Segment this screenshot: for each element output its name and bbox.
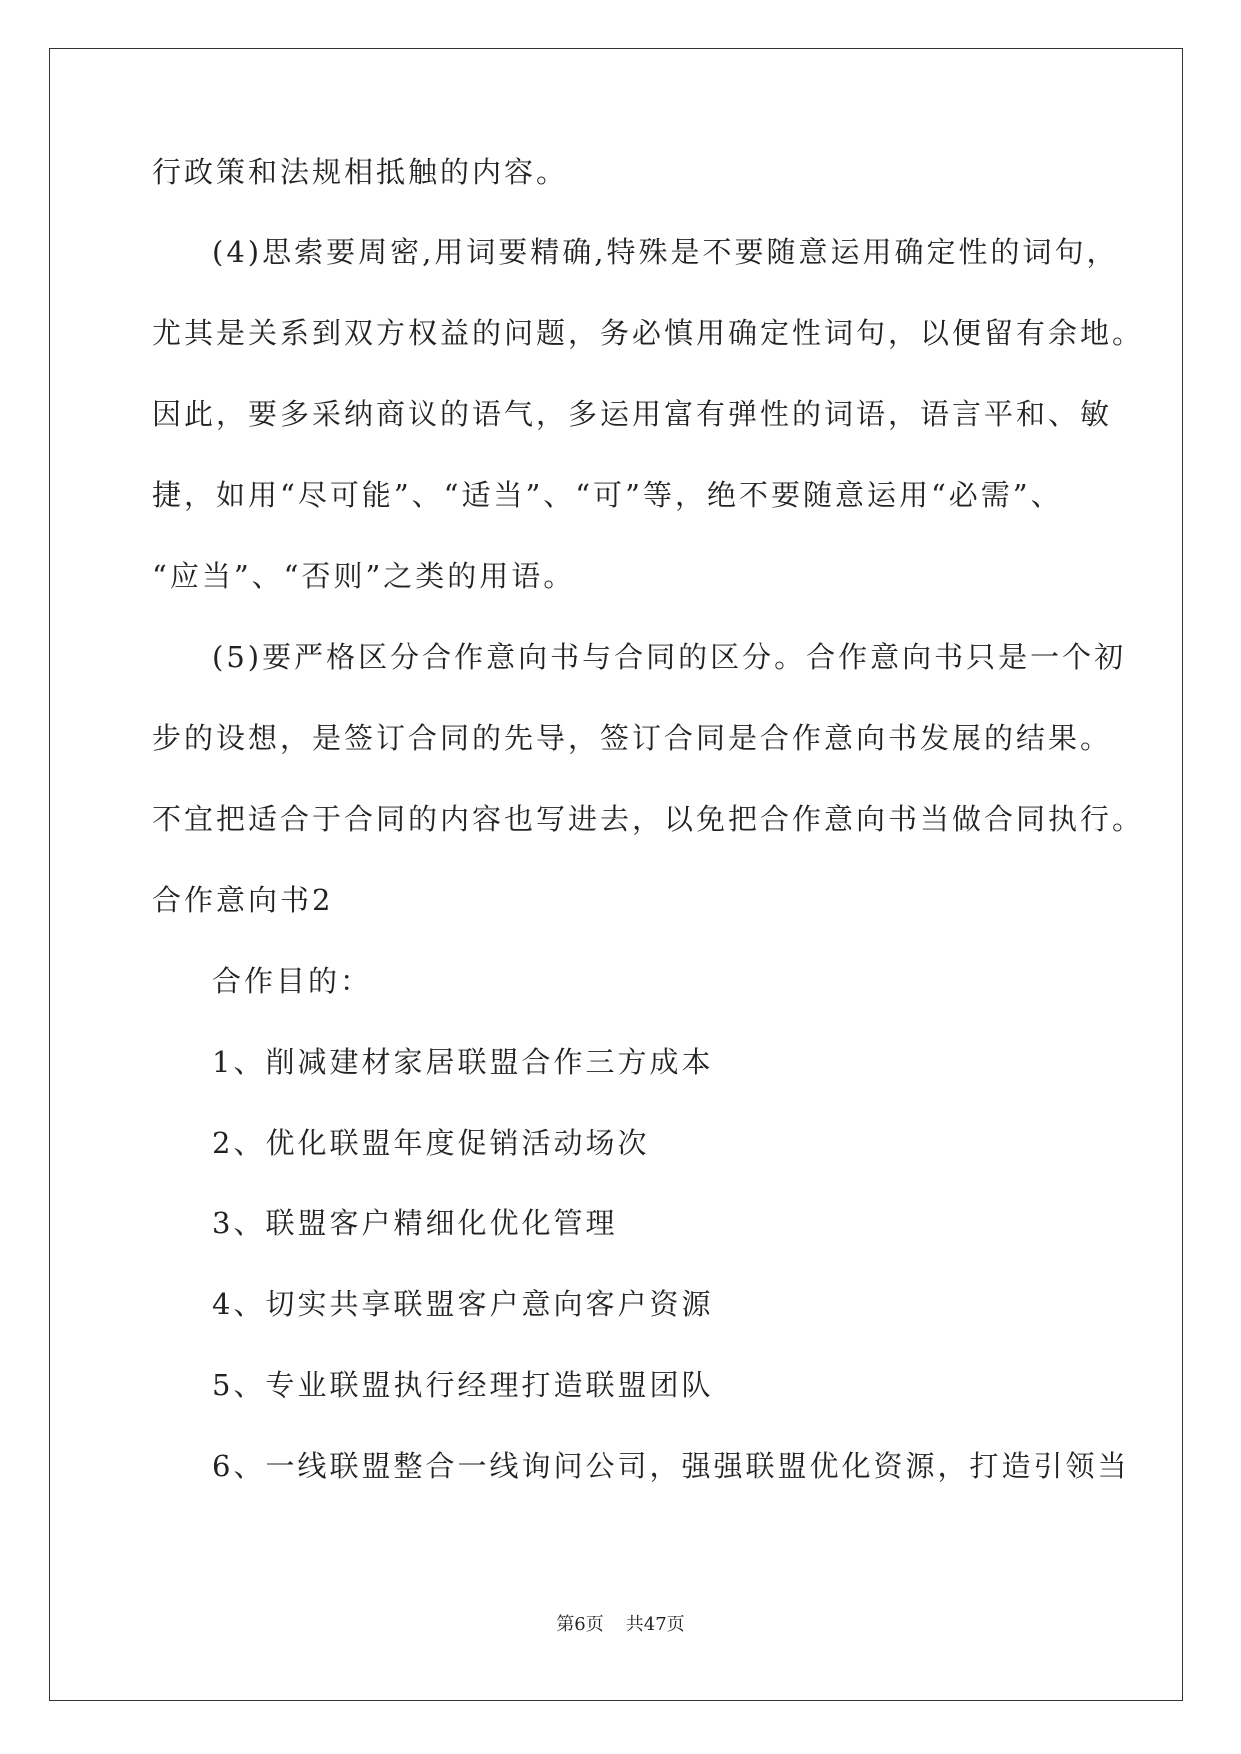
text-line: 合作目的： xyxy=(212,964,373,998)
text-line: 步的设想，是签订合同的先导，签订合同是合作意向书发展的结果。 xyxy=(152,721,1113,755)
text-line: (5)要严格区分合作意向书与合同的区分。合作意向书只是一个初 xyxy=(212,640,1127,674)
text-line: 行政策和法规相抵触的内容。 xyxy=(152,155,569,189)
text-line: 因此，要多采纳商议的语气，多运用富有弹性的词语，语言平和、敏 xyxy=(152,397,1113,431)
section-heading: 合作意向书2 xyxy=(152,883,334,917)
text-line: 尤其是关系到双方权益的问题，务必慎用确定性词句，以便留有余地。 xyxy=(152,316,1145,350)
page-number: 第6页 xyxy=(556,1614,604,1635)
page-total: 共47页 xyxy=(625,1614,685,1635)
text-line: 捷，如用“尽可能”、“适当”、“可”等，绝不要随意运用“必需”、 xyxy=(152,478,1063,512)
text-line: (4)思索要周密,用词要精确,特殊是不要随意运用确定性的词句， xyxy=(212,235,1119,269)
list-item: 1、削减建材家居联盟合作三方成本 xyxy=(212,1045,714,1079)
list-item: 6、一线联盟整合一线询问公司，强强联盟优化资源，打造引领当 xyxy=(212,1449,1130,1483)
list-item: 3、联盟客户精细化优化管理 xyxy=(212,1206,618,1240)
text-line: 不宜把适合于合同的内容也写进去，以免把合作意向书当做合同执行。 xyxy=(152,802,1145,836)
page-footer xyxy=(0,1613,1241,1637)
text-line: “应当”、“否则”之类的用语。 xyxy=(152,559,576,593)
list-item: 4、切实共享联盟客户意向客户资源 xyxy=(212,1287,714,1321)
list-item: 5、专业联盟执行经理打造联盟团队 xyxy=(212,1368,714,1402)
list-item: 2、优化联盟年度促销活动场次 xyxy=(212,1126,650,1160)
